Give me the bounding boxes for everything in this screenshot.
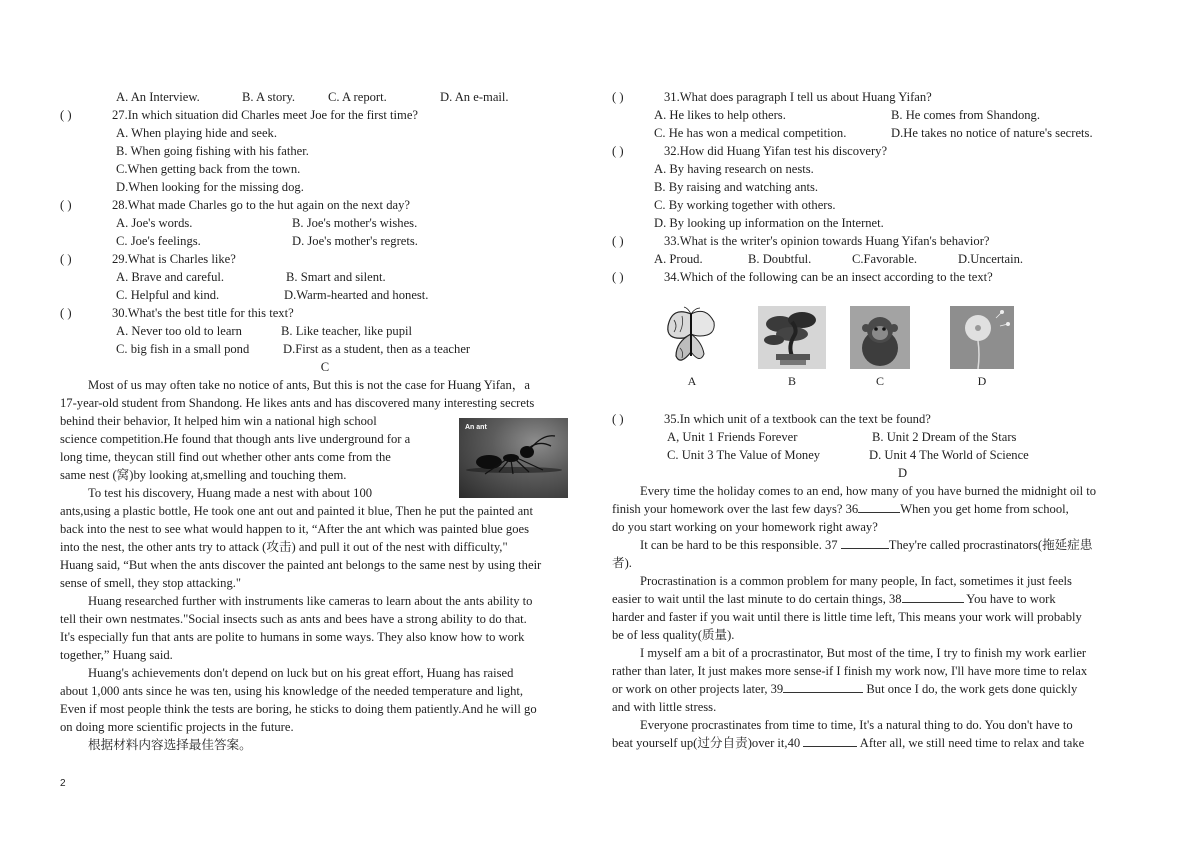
option: D.When looking for the missing dog. — [116, 180, 304, 194]
option: D.He takes no notice of nature's secrets. — [891, 126, 1093, 140]
answer-paren: ( ) — [60, 306, 72, 320]
blank-37[interactable] — [841, 536, 889, 549]
option: B. Smart and silent. — [286, 270, 386, 284]
passage-text: I myself am a bit of a procrastinator, But most of the time, I try to finish my work earlier — [640, 646, 1087, 660]
answer-paren: ( ) — [60, 252, 72, 266]
passage-line: same nest (窝)by looking at,smelling and touching them. — [60, 468, 347, 482]
monkey-picture[interactable] — [850, 306, 910, 369]
passage-line: Huang's achievements don't depend on luck but on his great effort, Huang has raised — [88, 666, 514, 680]
option: C. Helpful and kind. — [116, 288, 220, 302]
option: A. By having research on nests. — [654, 162, 814, 176]
question-27 — [60, 106, 590, 124]
q26-options — [60, 88, 590, 106]
bonsai-picture[interactable] — [758, 306, 826, 369]
option: B. By raising and watching ants. — [654, 180, 819, 194]
passage-line — [612, 662, 1152, 680]
dandelion-picture[interactable] — [950, 306, 1014, 369]
answer-paren: ( ) — [612, 270, 624, 284]
option: C. Unit 3 The Value of Money — [667, 448, 821, 462]
answer-paren: ( ) — [612, 234, 624, 248]
option: C.Favorable. — [852, 252, 918, 266]
passage-line — [612, 716, 1152, 734]
passage-text: or work on other projects later, 39 — [612, 682, 784, 696]
option: B. When going fishing with his father. — [116, 144, 309, 158]
question-stem: 33.What is the writer's opinion towards Huang Yifan's behavior? — [664, 234, 990, 248]
option: C. He has won a medical competition. — [654, 126, 847, 140]
question-stem: 29.What is Charles like? — [112, 252, 236, 266]
question-34 — [612, 268, 1142, 286]
question-35 — [612, 410, 1152, 428]
option: D. By looking up information on the Internet. — [654, 216, 884, 230]
passage-line — [612, 608, 1152, 626]
passage-line — [612, 734, 1152, 752]
passage-text: rather than later, It just makes more sense-if I finish my work now, I'll have more time to relax — [612, 664, 1088, 678]
question-29 — [60, 250, 590, 268]
passage-line: sense of smell, they stop attacking." — [60, 576, 242, 590]
monkey-icon — [850, 306, 910, 369]
q28-options-row1 — [60, 214, 590, 232]
passage-line: To test his discovery, Huang made a nest with about 100 — [88, 486, 373, 500]
option: A. Never too old to learn — [116, 324, 242, 338]
blank-39[interactable] — [783, 680, 863, 693]
passage-text: and with little stress. — [612, 700, 717, 714]
answer-paren: ( ) — [612, 412, 624, 426]
question-stem: 31.What does paragraph I tell us about Huang Yifan? — [664, 90, 932, 104]
passage-line — [612, 698, 1152, 716]
question-stem: 30.What's the best title for this text? — [112, 306, 294, 320]
option: D.Warm-hearted and honest. — [284, 288, 429, 302]
option: D.Uncertain. — [958, 252, 1024, 266]
passage-line — [612, 680, 1152, 698]
passage-line: 17-year-old student from Shandong. He likes ants and has discovered many interesting secrets — [60, 396, 535, 410]
passage-line: together,” Huang said. — [60, 648, 173, 662]
question-stem: 34.Which of the following can be an insect according to the text? — [664, 270, 993, 284]
option: C.When getting back from the town. — [116, 162, 301, 176]
q35-options-row2 — [612, 446, 1152, 464]
option: D. An e-mail. — [440, 90, 509, 104]
answer-paren: ( ) — [60, 198, 72, 212]
q30-options-row2 — [60, 340, 590, 358]
passage-line: Most of us may often take no notice of ants, But this is not the case for Huang Yifan，a — [88, 378, 530, 392]
q31-options-row2 — [612, 124, 1142, 142]
option: B. Like teacher, like pupil — [281, 324, 412, 338]
option: A, Unit 1 Friends Forever — [667, 430, 798, 444]
question-stem: 32.How did Huang Yifan test his discovery? — [664, 144, 888, 158]
passage-line — [612, 518, 1152, 536]
question-31 — [612, 88, 1142, 106]
right-column-lower — [612, 410, 1152, 752]
answer-paren: ( ) — [612, 144, 624, 158]
passage-line: It's especially fun that ants are polite to humans in some ways. They also know how to work — [60, 630, 525, 644]
passage-line: Even if most people think the tests are boring, he sticks to doing them patiently.And he will go — [60, 702, 537, 716]
passage-text: Every time the holiday comes to an end, how many of you have burned the midnight oil to — [640, 484, 1097, 498]
passage-text: You have to work — [963, 592, 1056, 606]
answer-paren: ( ) — [612, 90, 624, 104]
question-28 — [60, 196, 590, 214]
option: C. big fish in a small pond — [116, 342, 250, 356]
passage-line: about 1,000 ants since he was ten, using his knowledge of the needed temperature and light, — [60, 684, 524, 698]
passage-text: be of less quality(质量). — [612, 628, 735, 642]
passage-text: They're called procrastinators(拖延症患 — [888, 538, 1093, 552]
passage-line: Huang researched further with instruments like cameras to learn about the ants ability to — [88, 594, 533, 608]
passage-line — [612, 536, 1152, 554]
question-30 — [60, 304, 590, 322]
option: D. Unit 4 The World of Science — [869, 448, 1029, 462]
option: B. Doubtful. — [748, 252, 812, 266]
passage-line: back into the nest to see what would happen to it, “After the ant which was painted blue goes — [60, 522, 529, 536]
picture-label: B — [787, 374, 796, 388]
passage-line: on doing more scientific projects in the future. — [60, 720, 294, 734]
passage-line — [612, 590, 1152, 608]
passage-line — [612, 554, 1152, 572]
question-stem: 27.In which situation did Charles meet Joe for the first time? — [112, 108, 419, 122]
q29-options-row2 — [60, 286, 590, 304]
option: C. A report. — [328, 90, 387, 104]
option: B. Joe's mother's wishes. — [292, 216, 418, 230]
option: A. An Interview. — [116, 90, 200, 104]
passage-text: Everyone procrastinates from time to time, It's a natural thing to do. You don't have to — [640, 718, 1073, 732]
option: A. Joe's words. — [116, 216, 193, 230]
question-33 — [612, 232, 1142, 250]
passage-line — [612, 626, 1152, 644]
blank-38[interactable] — [902, 590, 964, 603]
passage-text: finish your homework over the last few days? 36 — [612, 502, 859, 516]
passage-text: When you get home from school, — [900, 502, 1069, 516]
question-stem: 35.In which unit of a textbook can the text be found? — [664, 412, 931, 426]
blank-40[interactable] — [803, 734, 857, 747]
option: A. Proud. — [654, 252, 703, 266]
option: A. He likes to help others. — [654, 108, 786, 122]
picture-label: D — [977, 374, 987, 388]
option: D. Joe's mother's regrets. — [292, 234, 418, 248]
q33-options — [612, 250, 1142, 268]
passage-line: tell their own nestmates."Social insects such as ants and bees have a strong ability to do that. — [60, 612, 527, 626]
passage-line: into the nest, the other ants try to attack (攻击) and pull it out of the nest with difficulty," — [60, 540, 508, 554]
passage-text: After all, we still need time to relax and take — [857, 736, 1085, 750]
butterfly-picture[interactable] — [662, 306, 720, 369]
passage-text: Procrastination is a common problem for many people, In fact, sometimes it just feels — [640, 574, 1072, 588]
picture-label: A — [687, 374, 697, 388]
option: D.First as a student, then as a teacher — [283, 342, 471, 356]
ant-photo-caption: An ant — [465, 424, 487, 431]
right-column — [612, 88, 1142, 286]
picture-label: C — [875, 374, 884, 388]
passage-text: It can be hard to be this responsible. 37 — [640, 538, 841, 552]
passage-text: 者). — [612, 556, 632, 570]
answer-paren: ( ) — [60, 108, 72, 122]
option: C. Joe's feelings. — [116, 234, 201, 248]
passage-text: do you start working on your homework right away? — [612, 520, 878, 534]
bonsai-tree-icon — [758, 306, 826, 369]
passage-line: long time, theycan still find out whether other ants come from the — [60, 450, 391, 464]
option: B. A story. — [242, 90, 296, 104]
butterfly-icon — [662, 306, 720, 369]
passage-text: easier to wait until the last minute to do certain things, 38 — [612, 592, 902, 606]
section-heading-c: C — [320, 360, 330, 374]
option: B. Unit 2 Dream of the Stars — [872, 430, 1017, 444]
question-32 — [612, 142, 1142, 160]
option: B. He comes from Shandong. — [891, 108, 1041, 122]
option: A. When playing hide and seek. — [116, 126, 277, 140]
instruction-line: 根据材料内容选择最佳答案。 — [88, 738, 252, 752]
q35-options-row1 — [612, 428, 1152, 446]
passage-line: ants,using a plastic bottle, He took one ant out and painted it blue, Then he put the painted ant — [60, 504, 533, 518]
q29-options-row1 — [60, 268, 590, 286]
passage-line — [612, 572, 1152, 590]
blank-36[interactable] — [858, 500, 900, 513]
passage-line — [612, 644, 1152, 662]
option: C. By working together with others. — [654, 198, 836, 212]
q28-options-row2 — [60, 232, 590, 250]
passage-text: harder and faster if you wait until there is little time left, This means your work will probably — [612, 610, 1082, 624]
dandelion-icon — [950, 306, 1014, 369]
page-number: 2 — [60, 778, 66, 789]
q31-options-row1 — [612, 106, 1142, 124]
option: A. Brave and careful. — [116, 270, 225, 284]
passage-text: But once I do, the work gets done quickly — [863, 682, 1078, 696]
section-heading-d: D — [898, 466, 908, 480]
question-stem: 28.What made Charles go to the hut again on the next day? — [112, 198, 410, 212]
passage-text: beat yourself up(过分自责)over it,40 — [612, 736, 804, 750]
passage-line — [612, 500, 1152, 518]
passage-line: science competition.He found that though ants live underground for a — [60, 432, 411, 446]
q30-options-row1 — [60, 322, 590, 340]
passage-line: behind their behavior, It helped him win a national high school — [60, 414, 377, 428]
passage-line — [612, 482, 1152, 500]
passage-line: Huang said, “But when the ants discover the painted ant belongs to the same nest by using their — [60, 558, 542, 572]
ant-photo — [459, 418, 568, 498]
